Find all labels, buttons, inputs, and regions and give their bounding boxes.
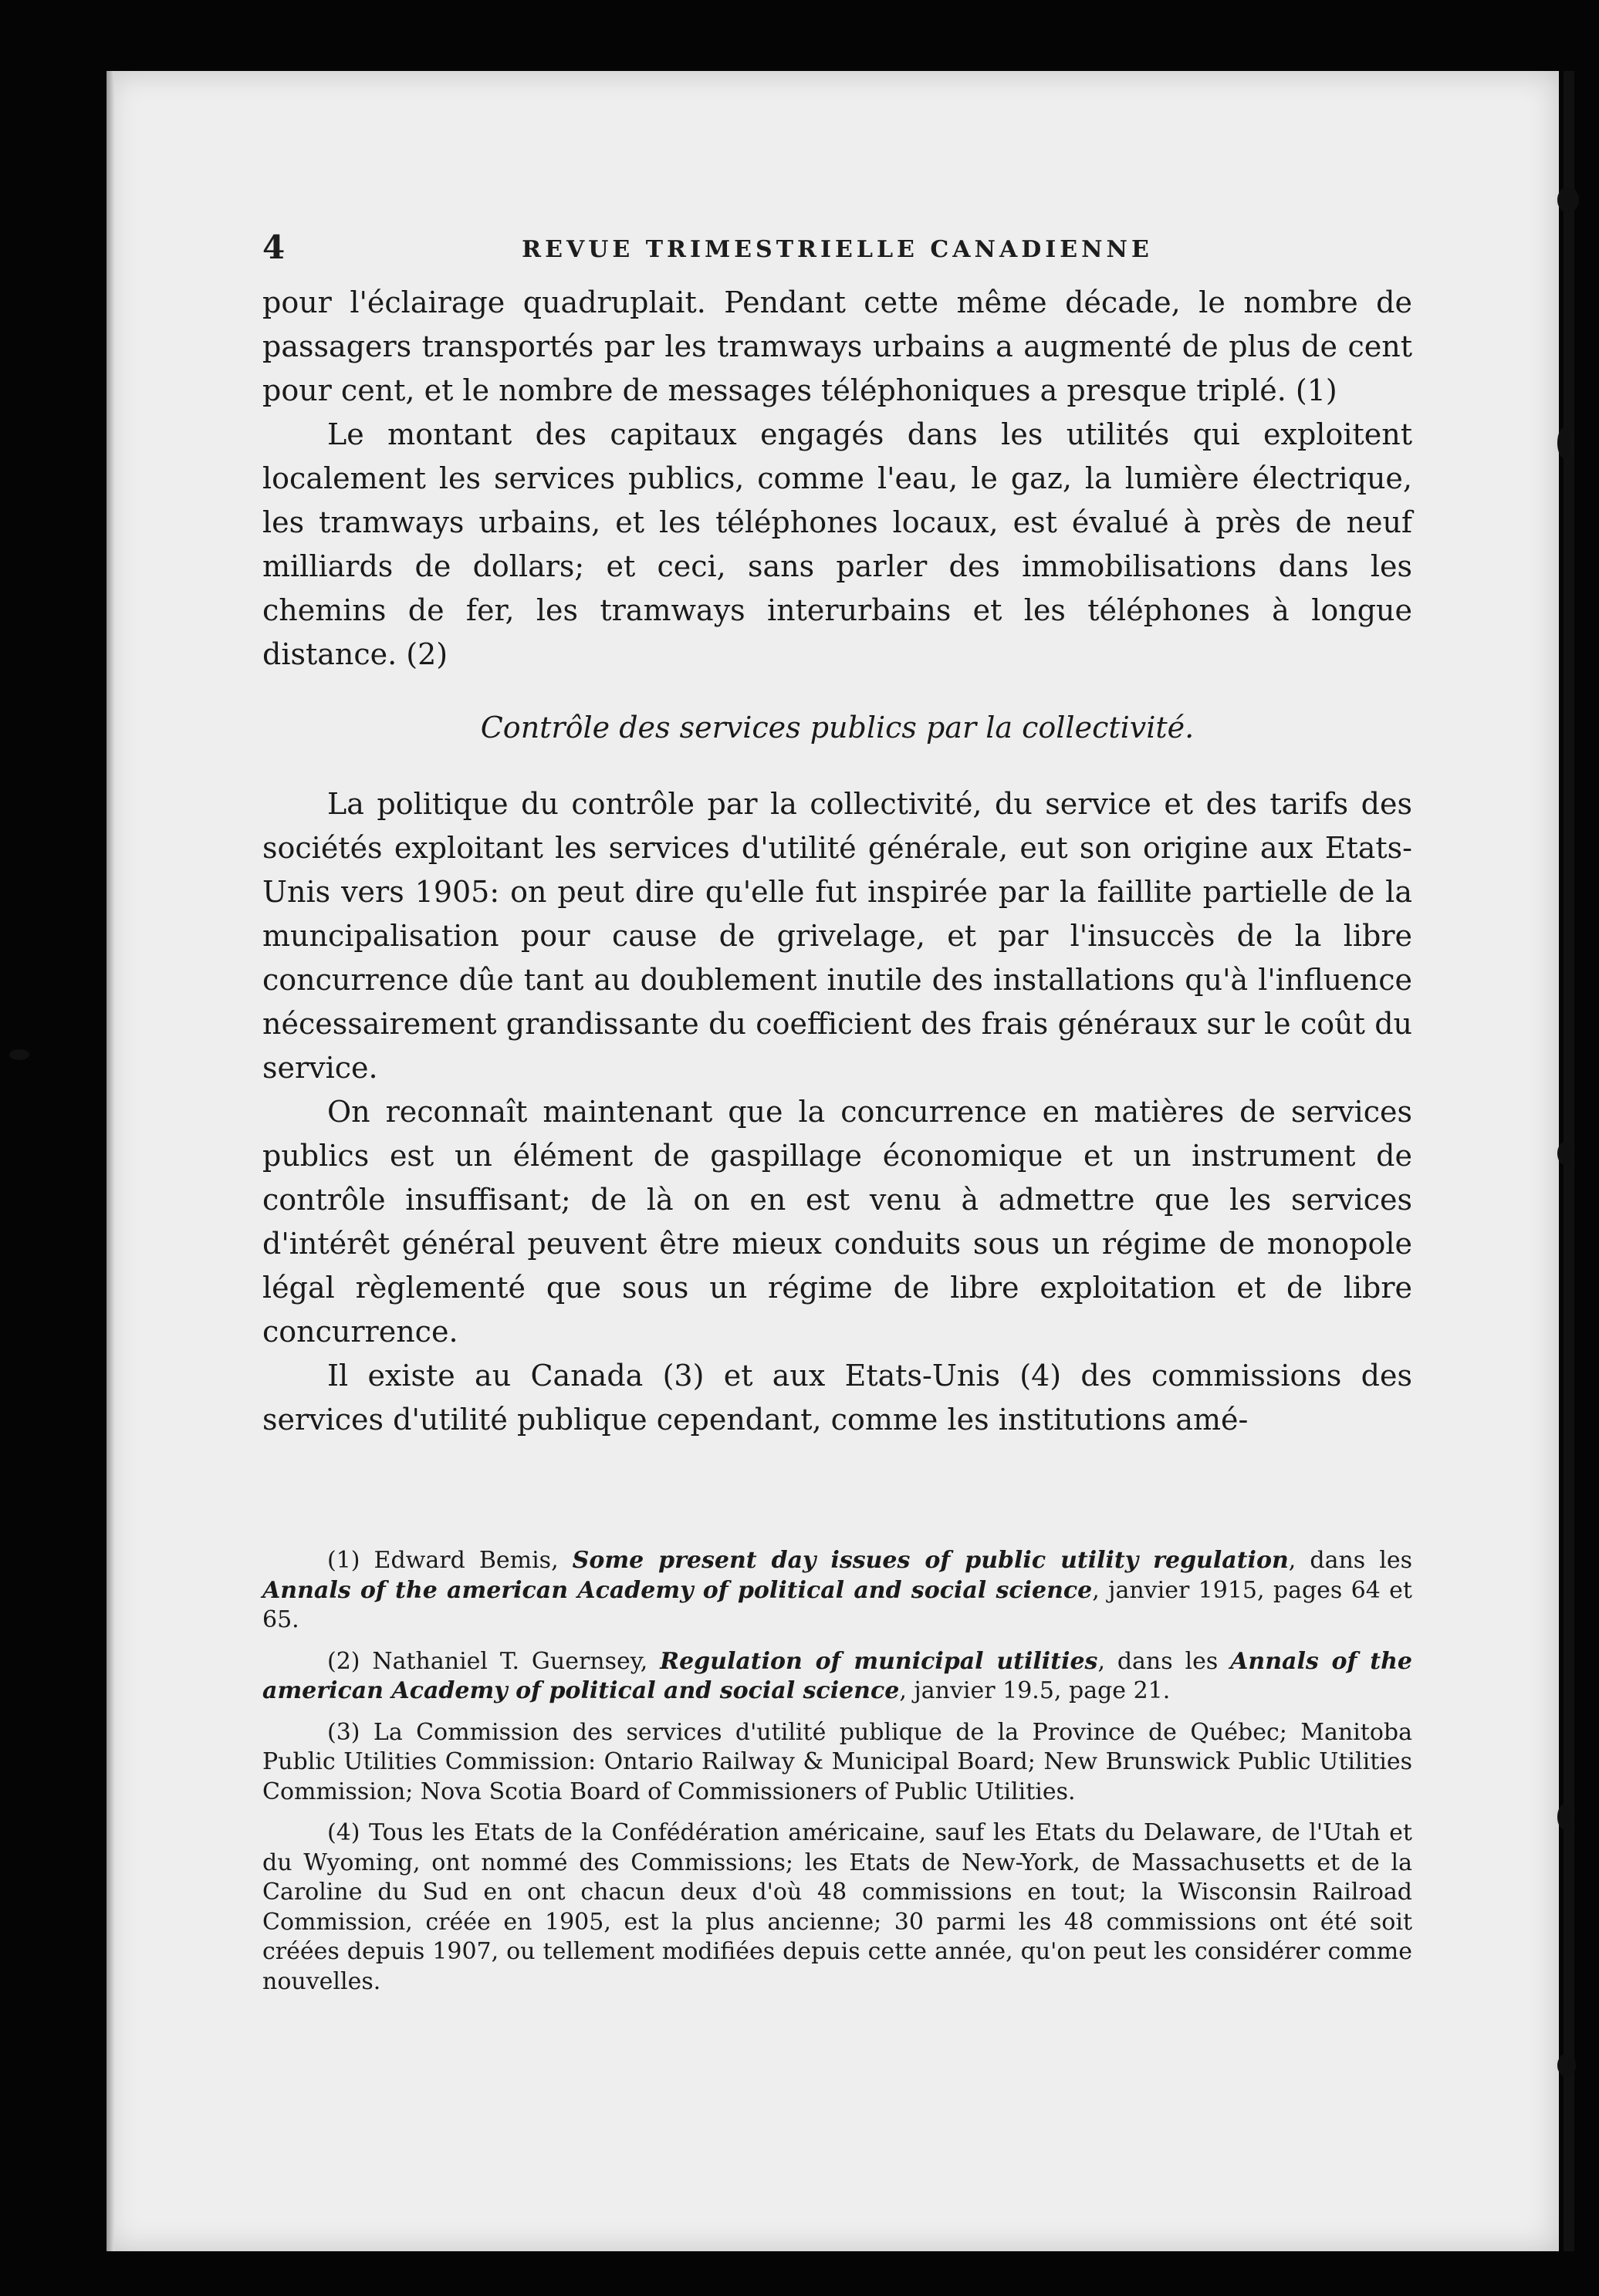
edge-mark — [1557, 1804, 1573, 1830]
body-text — [262, 281, 1412, 1442]
paragraph: Le montant des capitaux engagés dans les utilités qui exploitent localement les services publics, comme l'eau, le gaz, la lumière électrique, les tramways urbains, et les téléphones locaux, est évalué à près de neuf milliards de dollars; et ceci, sans parler des immobilisations dans les chemins de fer, les tramways interurbains et les téléphones à longue distance. (2) — [262, 417, 1412, 671]
edge-mark — [1557, 2054, 1576, 2077]
paragraph: On reconnaît maintenant que la concurrence en matières de services publics est un élément de gaspillage économique et un instrument de contrôle insuffisant; de là on en est venu à admettre que les services d'intérêt général peuvent être mieux conduits sous un régime de monopole légal règlementé que sous un régime de libre exploitation et de libre concurrence. — [262, 1095, 1412, 1349]
footnote-text: , dans les — [1288, 1547, 1412, 1574]
footnote-text: , janvier 19.5, page 21. — [899, 1677, 1171, 1704]
footnote-4: (4) Tous les Etats de la Confédération américaine, sauf les Etats du Delaware, de l'Utah et du Wyoming, ont nommé des Commissions; les Etats de New-York, de Massachusetts et de la Caroline du Sud en ont chacun deux d'où 48 commissions en tout; la Wisconsin Railroad Commission, créée en 1905, est la plus ancienne; 30 parmi les 48 commissions ont été soit créées depuis 1907, ou tellement modifiées depuis cette année, qu'on peut les considérer comme nouvelles. — [262, 1819, 1412, 1995]
footnote-text: , janvier 1915, pages 64 et 65. — [262, 1576, 1412, 1633]
footnote-text: , dans les — [1097, 1647, 1231, 1675]
footnote-work-title: Regulation of municipal utilities — [660, 1647, 1098, 1675]
paragraph: La politique du contrôle par la collectivité, du service et des tarifs des sociétés exploitant les services d'utilité générale, eut son origine aux Etats-Unis vers 1905: on peut dire qu'elle fut inspirée par la faillite partielle de la muncipalisation pour cause de grivelage, et par l'insuccès de la libre concurrence dûe tant au doublement inutile des installations qu'à l'influence nécessairement grandissante du coefficient des frais généraux sur le coût du service. — [262, 787, 1412, 1085]
edge-mark — [1557, 187, 1579, 213]
paragraph: Il existe au Canada (3) et aux Etats-Unis (4) des commissions des services d'utilité publique cependant, comme les institutions amé- — [262, 1359, 1412, 1437]
footnote-3: (3) La Commission des services d'utilité publique de la Province de Québec; Manitoba Public Utilities Commission: Ontario Railway & Municipal Board; New Brunswick Public Utilities Commission; Nova Scotia Board of Commissioners of Public Utilities. — [262, 1718, 1412, 1805]
footnote-1 — [262, 1546, 1412, 1636]
page-number: 4 — [262, 228, 286, 266]
edge-mark — [1557, 427, 1571, 458]
page-header — [262, 228, 1412, 267]
scan-speck — [9, 1049, 29, 1060]
footnote-text: (1) Edward Bemis, — [327, 1547, 573, 1574]
paragraph: pour l'éclairage quadruplait. Pendant cette même décade, le nombre de passagers transportés par les tramways urbains a augmenté de plus de cent pour cent, et le nombre de messages téléphoniques a presque triplé. (1) — [262, 285, 1412, 407]
footnote-journal: Annals of the american Academy of political and social science — [262, 1576, 1093, 1604]
footnote-work-title: Some present day issues of public utility regulation — [572, 1547, 1289, 1574]
section-title: Contrôle des services publics par la collectivité. — [480, 711, 1195, 745]
footnote-journal: Annals of the american Academy of political and social science — [262, 1647, 1412, 1704]
footnote-text: (2) Nathaniel T. Guernsey, — [327, 1647, 661, 1675]
footnote-2 — [262, 1647, 1412, 1707]
running-title: REVUE TRIMESTRIELLE CANADIENNE — [522, 236, 1153, 263]
edge-mark — [1557, 1142, 1573, 1165]
footnotes — [262, 1546, 1412, 2008]
